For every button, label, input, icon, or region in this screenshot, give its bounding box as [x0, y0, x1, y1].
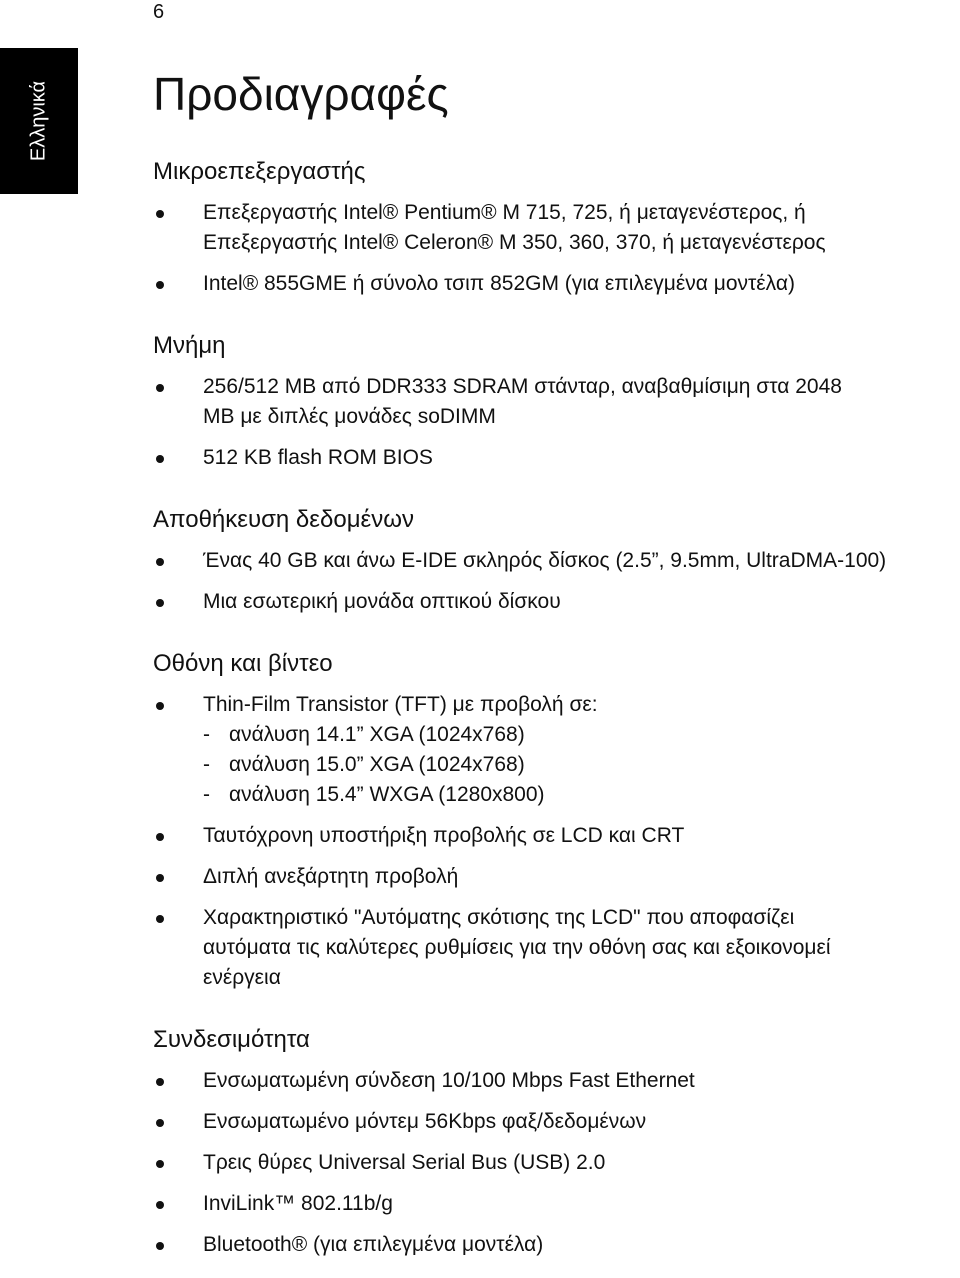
dash-icon: -	[203, 723, 210, 746]
spec-item	[153, 821, 960, 851]
spec-item-text: Χαρακτηριστικό "Αυτόματης σκότισης της LCD" που αποφασίζει	[203, 906, 795, 929]
spec-list	[153, 1066, 960, 1260]
section-title: Αποθήκευση δεδομένων	[153, 506, 414, 533]
spec-item-text: Διπλή ανεξάρτητη προβολή	[203, 865, 459, 888]
section-spacer	[153, 484, 960, 500]
spec-item-text: αυτόματα τις καλύτερες ρυθμίσεις για την οθόνη σας και εξοικονομεί	[203, 936, 831, 959]
section-spacer	[153, 310, 960, 326]
bullet-icon	[156, 833, 164, 841]
spec-section	[153, 644, 960, 1020]
spec-item	[153, 1230, 960, 1260]
spec-item-text: Τρεις θύρες Universal Serial Bus (USB) 2.0	[203, 1151, 606, 1174]
spec-section	[153, 1020, 960, 1260]
spec-sub-item	[203, 720, 960, 750]
language-tab	[0, 48, 78, 194]
spec-item-text: Ταυτόχρονη υποστήριξη προβολής σε LCD και CRT	[203, 824, 685, 847]
bullet-icon	[156, 384, 164, 392]
bullet-icon	[156, 281, 164, 289]
bullet-icon	[156, 558, 164, 566]
bullet-icon	[156, 1242, 164, 1250]
page-number: 6	[153, 1, 165, 23]
spec-sub-item	[203, 750, 960, 780]
spec-item	[153, 546, 960, 576]
spec-item-text: Ενσωματωμένο μόντεμ 56Kbps φαξ/δεδομένων	[203, 1110, 647, 1133]
spec-item-text: Επεξεργαστής Intel® Celeron® M 350, 360, 370, ή μεταγενέστερος	[203, 231, 826, 254]
spec-item	[153, 372, 960, 432]
spec-item	[153, 862, 960, 892]
section-title: Μικροεπεξεργαστής	[153, 158, 366, 185]
section-spacer	[153, 628, 960, 644]
spec-item-text: Επεξεργαστής Intel® Pentium® M 715, 725, ή μεταγενέστερος, ή	[203, 201, 806, 224]
spec-item	[153, 587, 960, 617]
spec-item-text: Ενσωματωμένη σύνδεση 10/100 Mbps Fast Ethernet	[203, 1069, 695, 1092]
spec-item	[153, 1148, 960, 1178]
spec-list	[153, 690, 960, 993]
spec-item	[153, 903, 960, 993]
spec-item-text: InviLink™ 802.11b/g	[203, 1192, 393, 1215]
dash-icon: -	[203, 753, 210, 776]
bullet-icon	[156, 1201, 164, 1209]
section-title: Συνδεσιμότητα	[153, 1026, 310, 1053]
spec-item-text: ενέργεια	[203, 966, 281, 989]
bullet-icon	[156, 915, 164, 923]
bullet-icon	[156, 1160, 164, 1168]
spec-item-text: MB με διπλές μονάδες soDIMM	[203, 405, 496, 428]
spec-item-text: Thin-Film Transistor (TFT) με προβολή σε:	[203, 693, 598, 716]
spec-list	[153, 198, 960, 299]
spec-item	[153, 198, 960, 258]
spec-item	[153, 269, 960, 299]
section-title: Οθόνη και βίντεο	[153, 650, 333, 677]
bullet-icon	[156, 455, 164, 463]
spec-section	[153, 500, 960, 644]
spec-item	[153, 443, 960, 473]
spec-item-text: 256/512 MB από DDR333 SDRAM στάνταρ, αναβαθμίσιμη στα 2048	[203, 375, 842, 398]
page-title: Προδιαγραφές	[153, 68, 449, 120]
spec-item-text: Intel® 855GME ή σύνολο τσιπ 852GM (για επιλεγμένα μοντέλα)	[203, 272, 795, 295]
bullet-icon	[156, 874, 164, 882]
spec-sub-item-text: ανάλυση 15.0” XGA (1024x768)	[229, 753, 525, 776]
language-tab-label: Ελληνικά	[27, 80, 50, 162]
bullet-icon	[156, 210, 164, 218]
specifications-content	[153, 152, 960, 1271]
spec-section	[153, 326, 960, 500]
spec-item	[153, 1107, 960, 1137]
spec-item-text: Bluetooth® (για επιλεγμένα μοντέλα)	[203, 1233, 544, 1256]
section-title: Μνήμη	[153, 332, 226, 359]
spec-sub-item-text: ανάλυση 15.4” WXGA (1280x800)	[229, 783, 545, 806]
spec-item	[153, 1189, 960, 1219]
bullet-icon	[156, 599, 164, 607]
spec-sub-item	[203, 780, 960, 810]
section-spacer	[153, 1004, 960, 1020]
spec-section	[153, 152, 960, 326]
spec-list	[153, 546, 960, 617]
spec-item-text: 512 KB flash ROM BIOS	[203, 446, 433, 469]
bullet-icon	[156, 702, 164, 710]
spec-item	[153, 1066, 960, 1096]
spec-item-text: Ένας 40 GB και άνω E-IDE σκληρός δίσκος (2.5”, 9.5mm, UltraDMA-100)	[203, 549, 887, 572]
bullet-icon	[156, 1078, 164, 1086]
spec-item	[153, 690, 960, 810]
spec-list	[153, 372, 960, 473]
spec-sub-item-text: ανάλυση 14.1” XGA (1024x768)	[229, 723, 525, 746]
spec-item-text: Μια εσωτερική μονάδα οπτικού δίσκου	[203, 590, 561, 613]
dash-icon: -	[203, 783, 210, 806]
bullet-icon	[156, 1119, 164, 1127]
